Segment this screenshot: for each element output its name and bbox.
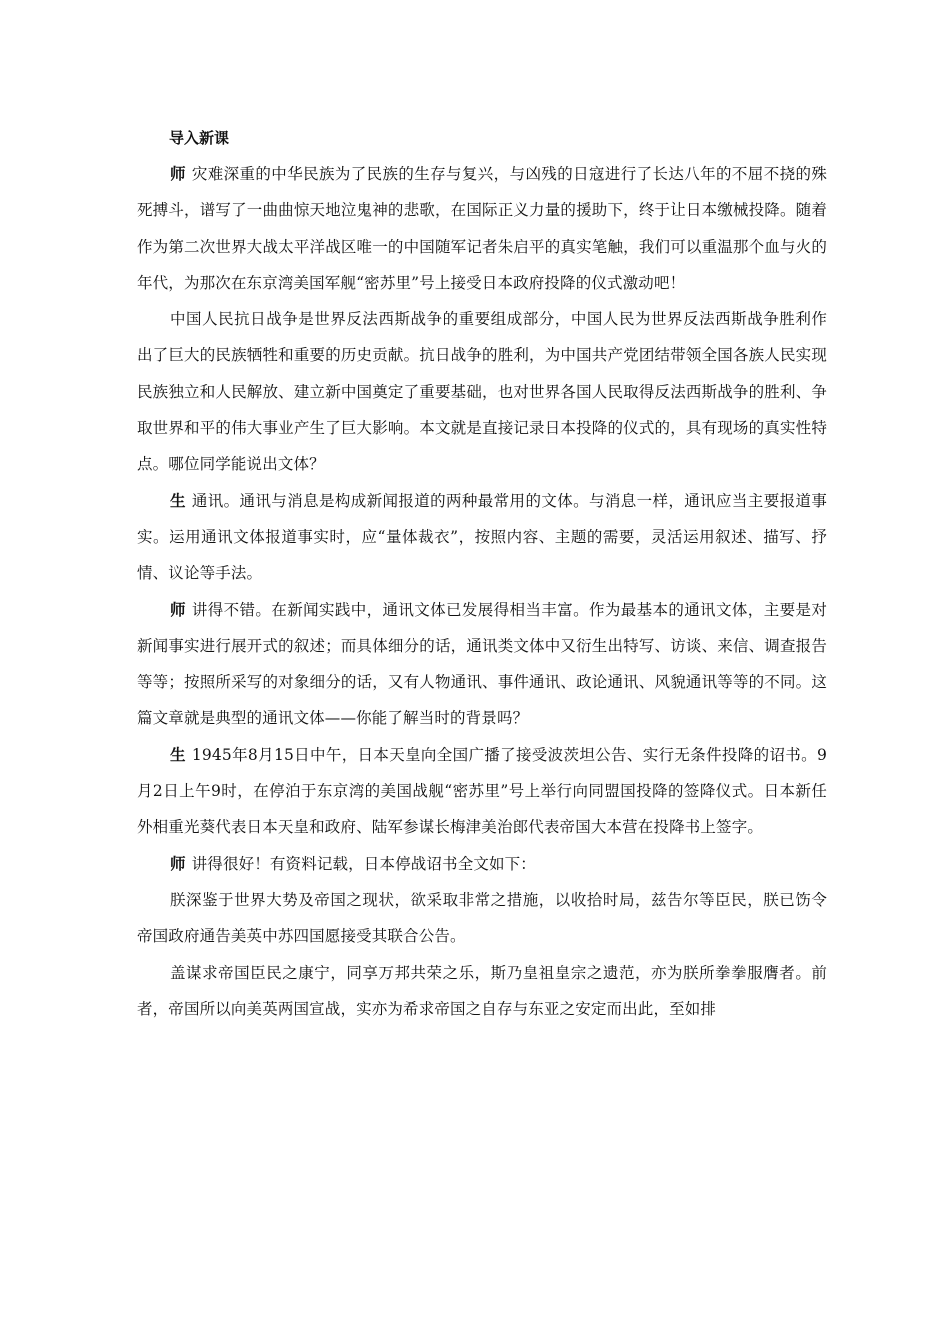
paragraph-8 [137,955,827,1028]
document-page [137,120,827,1027]
paragraph-text: 盖谋求帝国臣民之康宁，同享万邦共荣之乐，斯乃皇祖皇宗之遗范，亦为朕所拳拳服膺者。前者，帝国所以向美英两国宣战，实亦为希求帝国之自存与东亚之安定而出此，至如排 [137,963,827,1018]
paragraph-3 [137,483,827,592]
paragraph-text: 讲得很好！有资料记载，日本停战诏书全文如下： [191,854,536,873]
paragraph-text: 朕深鉴于世界大势及帝国之现状，欲采取非常之措施，以收拾时局，兹告尔等臣民，朕已饬令帝国政府通告美英中苏四国愿接受其联合公告。 [137,890,827,946]
speaker-label: 师 [170,600,186,619]
paragraph-7 [137,882,827,955]
speaker-label: 生 [170,491,186,510]
paragraph-4 [137,592,827,737]
paragraph-2 [137,301,827,482]
section-heading: 导入新课 [169,129,230,147]
paragraph-text: 讲得不错。在新闻实践中，通讯文体已发展得相当丰富。作为最基本的通讯文体，主要是对新闻事实进行展开式的叙述；而具体细分的话，通讯类文体中又衍生出特写、访谈、来信、调查报告等等；按照所采写的对象细分的话，又有人物通讯、事件通讯、政论通讯、风貌通讯等等的不同。这篇文章就是典型的通讯文体——你能了解当时的背景吗？ [137,600,827,728]
paragraph-1 [137,156,827,301]
speaker-label: 生 [170,745,186,764]
paragraph-6 [137,846,827,882]
paragraph-text: 1945年8月15日中午，日本天皇向全国广播了接受波茨坦公告、实行无条件投降的诏书。9月2日上午9时，在停泊于东京湾的美国战舰“密苏里”号上举行向同盟国投降的签降仪式。日本新任外相重光葵代表日本天皇和政府、陆军参谋长梅津美治郎代表帝国大本营在投降书上签字。 [137,745,827,837]
speaker-label: 师 [170,165,186,183]
paragraph-text: 通讯。通讯与消息是构成新闻报道的两种最常用的文体。与消息一样，通讯应当主要报道事实。运用通讯文体报道事实时，应“量体裁衣”，按照内容、主题的需要，灵活运用叙述、描写、抒情、议论等手法。 [137,491,827,583]
speaker-label: 师 [170,854,186,873]
paragraph-text: 中国人民抗日战争是世界反法西斯战争的重要组成部分，中国人民为世界反法西斯战争胜利作出了巨大的民族牺牲和重要的历史贡献。抗日战争的胜利，为中国共产党团结带领全国各族人民实现民族独立和人民解放、建立新中国奠定了重要基础，也对世界各国人民取得反法西斯战争的胜利、争取世界和平的伟大事业产生了巨大影响。本文就是直接记录日本投降的仪式的，具有现场的真实性特点。哪位同学能说出文体？ [137,310,827,474]
paragraph-text: 灾难深重的中华民族为了民族的生存与复兴，与凶残的日寇进行了长达八年的不屈不挠的殊死搏斗，谱写了一曲曲惊天地泣鬼神的悲歌，在国际正义力量的援助下，终于让日本缴械投降。随着作为第二次世界大战太平洋战区唯一的中国随军记者朱启平的真实笔触，我们可以重温那个血与火的年代，为那次在东京湾美国军舰“密苏里”号上接受日本政府投降的仪式激动吧！ [137,165,827,292]
paragraph-5 [137,737,827,846]
